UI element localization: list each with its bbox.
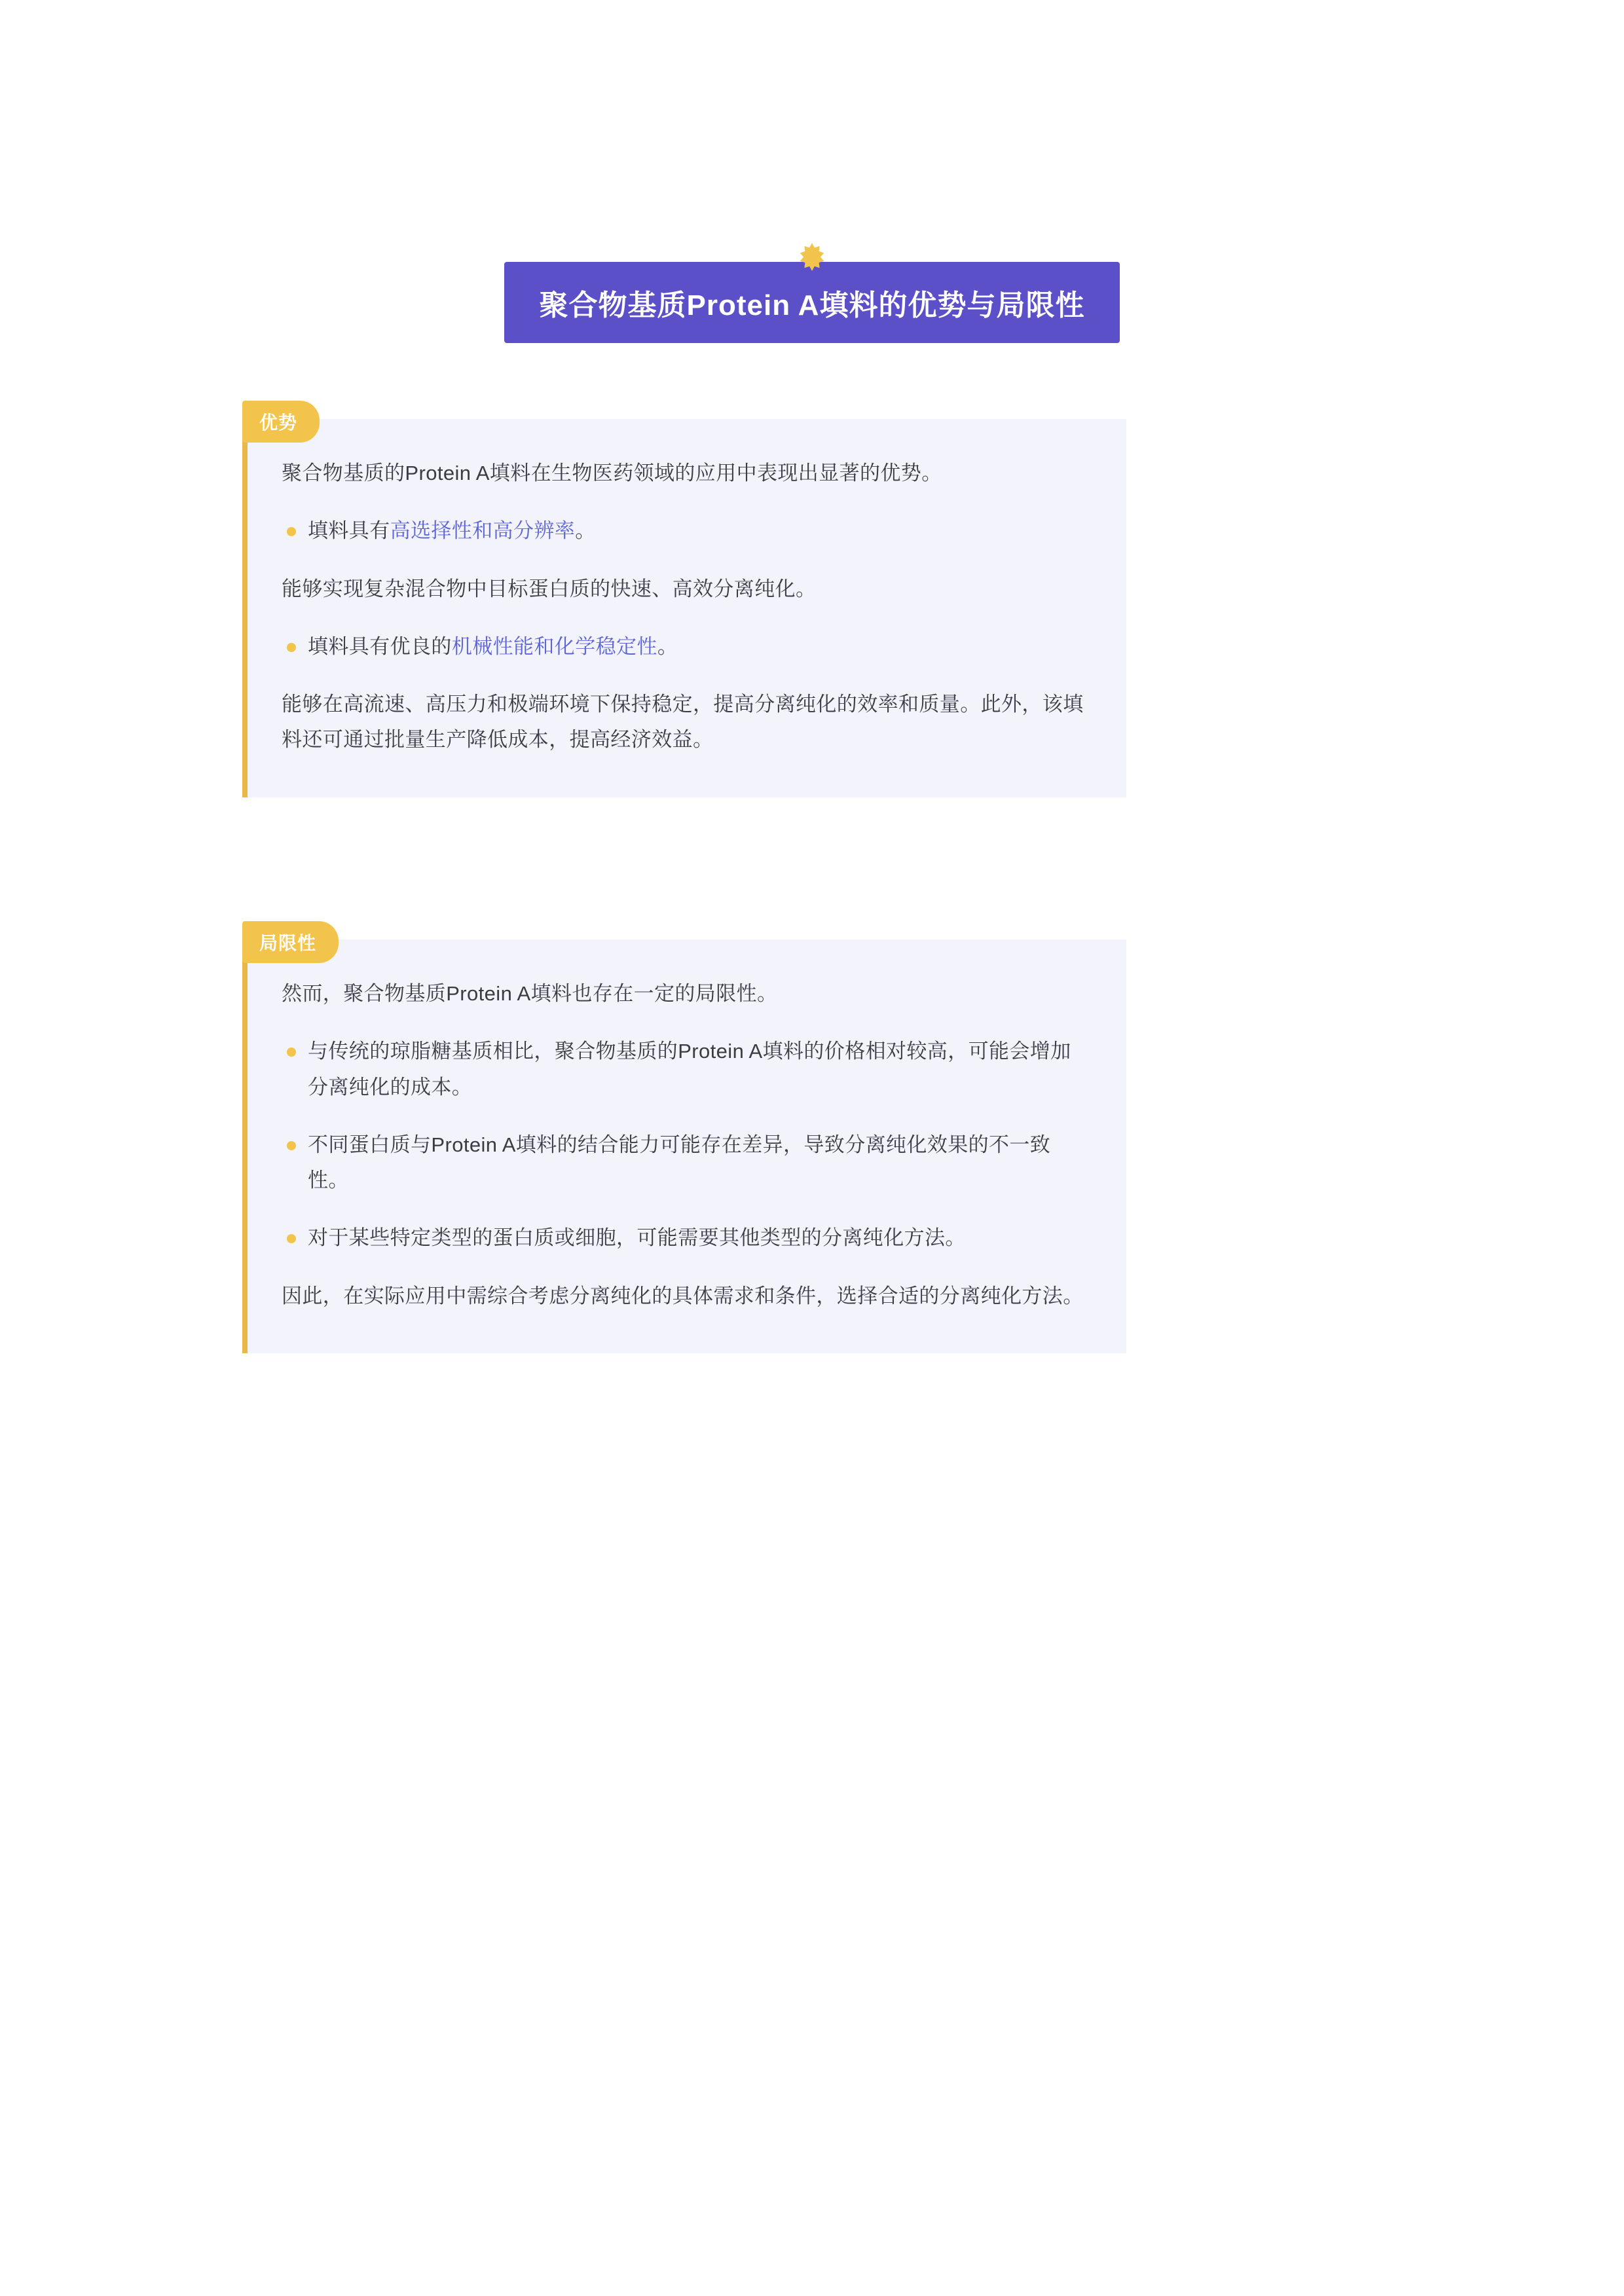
paragraph: 能够在高流速、高压力和极端环境下保持稳定，提高分离纯化的效率和质量。此外，该填料还可通过批量生产降低成本，提高经济效益。: [282, 693, 1084, 752]
paragraph: 聚合物基质的Protein A填料在生物医药领域的应用中表现出显著的优势。: [282, 462, 942, 484]
list-item: [282, 513, 1088, 549]
section-tag-advantages: 优势: [242, 401, 320, 443]
bullet-dot-icon: [287, 1234, 296, 1243]
list-item-tail: 。: [657, 634, 678, 658]
list-item-lead: 不同蛋白质与Protein A填料的结合能力可能存在差异，导致分离纯化效果的不一致性。: [308, 1133, 1051, 1192]
paragraph: 然而，聚合物基质Protein A填料也存在一定的局限性。: [282, 982, 778, 1005]
bullet-dot-icon: [287, 1048, 296, 1057]
title-area: [0, 262, 1624, 343]
list-item: [282, 629, 1088, 665]
list-item: [282, 1034, 1088, 1105]
list-item: [282, 1220, 1088, 1256]
list-item-tail: 。: [575, 519, 596, 543]
paragraph: 能够实现复杂混合物中目标蛋白质的快速、高效分离纯化。: [282, 577, 817, 600]
list-item-highlight: 高选择性和高分辨率: [390, 519, 576, 543]
list-item-lead: 对于某些特定类型的蛋白质或细胞，可能需要其他类型的分离纯化方法。: [308, 1226, 966, 1250]
bullet-dot-icon: [287, 1141, 296, 1150]
bullet-dot-icon: [287, 527, 296, 536]
section-tag-limitations: 局限性: [242, 921, 339, 963]
list-item-lead: 填料具有: [308, 519, 390, 543]
list-item-lead: 填料具有优良的: [308, 634, 452, 658]
list-item: [282, 1127, 1088, 1199]
sparkle-burst-icon: [797, 242, 827, 272]
list-item-lead: 与传统的琼脂糖基质相比，聚合物基质的Protein A填料的价格相对较高，可能会增加分离纯化的成本。: [308, 1040, 1071, 1099]
document-title-block: [504, 262, 1120, 343]
section-limitations: [242, 933, 1126, 1353]
list-item-highlight: 机械性能和化学稳定性: [451, 634, 657, 658]
paragraph: 因此，在实际应用中需综合考虑分离纯化的具体需求和条件，选择合适的分离纯化方法。: [282, 1284, 1084, 1307]
section-advantages: [242, 412, 1126, 797]
document-title-text: 聚合物基质Protein A填料的优势与局限性: [539, 289, 1085, 321]
bullet-dot-icon: [287, 643, 296, 652]
